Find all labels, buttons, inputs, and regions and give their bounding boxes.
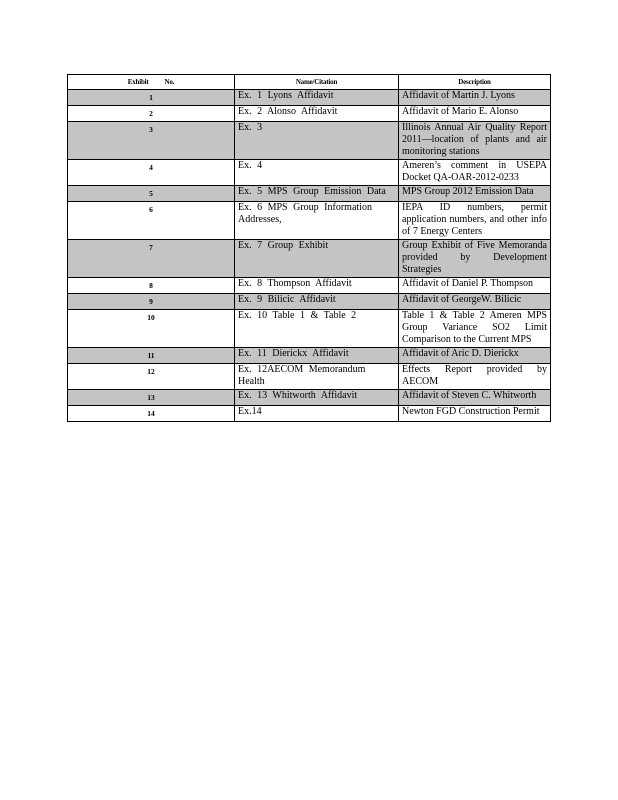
exhibit-number-cell: 7 [68,240,235,278]
header-name-citation: Name/Citation [235,75,399,90]
exhibit-table [67,74,551,422]
name-citation-cell: Ex. 3 [235,122,399,160]
table-row [68,294,551,310]
description-cell: Affidavit of GeorgeW. Bilicic [399,294,551,310]
table-row [68,160,551,186]
exhibit-number-cell: 2 [68,106,235,122]
name-citation-cell: Ex. 2 Alonso Affidavit [235,106,399,122]
name-citation-cell: Ex. 12AECOM Memorandum Health [235,364,399,390]
name-citation-cell: Ex. 4 [235,160,399,186]
exhibit-number-cell: 12 [68,364,235,390]
table-row [68,310,551,348]
exhibit-number-cell: 14 [68,406,235,422]
name-citation-cell: Ex. 7 Group Exhibit [235,240,399,278]
name-citation-cell: Ex. 9 Bilicic Affidavit [235,294,399,310]
description-cell: Affidavit of Martin J. Lyons [399,90,551,106]
exhibit-number-cell: 6 [68,202,235,240]
description-cell: Newton FGD Construction Permit [399,406,551,422]
exhibit-number-cell: 8 [68,278,235,294]
header-description: Description [399,75,551,90]
header-exhibit: Exhibit [127,78,149,86]
description-cell: Affidavit of Steven C. Whitworth [399,390,551,406]
name-citation-cell: Ex. 1 Lyons Affidavit [235,90,399,106]
table-row [68,122,551,160]
description-cell: Effects Report provided by AECOM [399,364,551,390]
name-citation-cell: Ex. 11 Dierickx Affidavit [235,348,399,364]
table-row [68,390,551,406]
name-citation-cell: Ex. 6 MPS Group Information Addresses, [235,202,399,240]
header-exhibit-no [68,75,235,90]
header-no: No. [164,78,175,86]
table-row [68,186,551,202]
table-row [68,202,551,240]
description-cell: Group Exhibit of Five Memoranda provided by Development Strategies [399,240,551,278]
exhibit-number-cell: 5 [68,186,235,202]
exhibit-number-cell: 4 [68,160,235,186]
table-row [68,406,551,422]
description-cell: IEPA ID numbers, permit application numbers, and other info of 7 Energy Centers [399,202,551,240]
table-body [68,90,551,422]
table-row [68,364,551,390]
name-citation-cell: Ex.14 [235,406,399,422]
description-cell: Affidavit of Daniel P. Thompson [399,278,551,294]
description-cell: Table 1 & Table 2 Ameren MPS Group Variance SO2 Limit Comparison to the Current MPS [399,310,551,348]
exhibit-number-cell: 1 [68,90,235,106]
table-row [68,240,551,278]
name-citation-cell: Ex. 8 Thompson Affidavit [235,278,399,294]
exhibit-number-cell: 10 [68,310,235,348]
table-row [68,106,551,122]
name-citation-cell: Ex. 5 MPS Group Emission Data [235,186,399,202]
name-citation-cell: Ex. 13 Whitworth Affidavit [235,390,399,406]
name-citation-cell: Ex. 10 Table 1 & Table 2 [235,310,399,348]
table-row [68,278,551,294]
description-cell: Affidavit of Mario E. Alonso [399,106,551,122]
exhibit-number-cell: 13 [68,390,235,406]
table-row [68,348,551,364]
exhibit-number-cell: 3 [68,122,235,160]
description-cell: Affidavit of Aric D. Dierickx [399,348,551,364]
table-row [68,90,551,106]
table-header-row [68,75,551,90]
description-cell: MPS Group 2012 Emission Data [399,186,551,202]
exhibit-number-cell: 9 [68,294,235,310]
description-cell: Illinois Annual Air Quality Report 2011—location of plants and air monitoring stations [399,122,551,160]
exhibit-number-cell: 11 [68,348,235,364]
description-cell: Ameren’s comment in USEPA Docket QA-OAR-2012-0233 [399,160,551,186]
